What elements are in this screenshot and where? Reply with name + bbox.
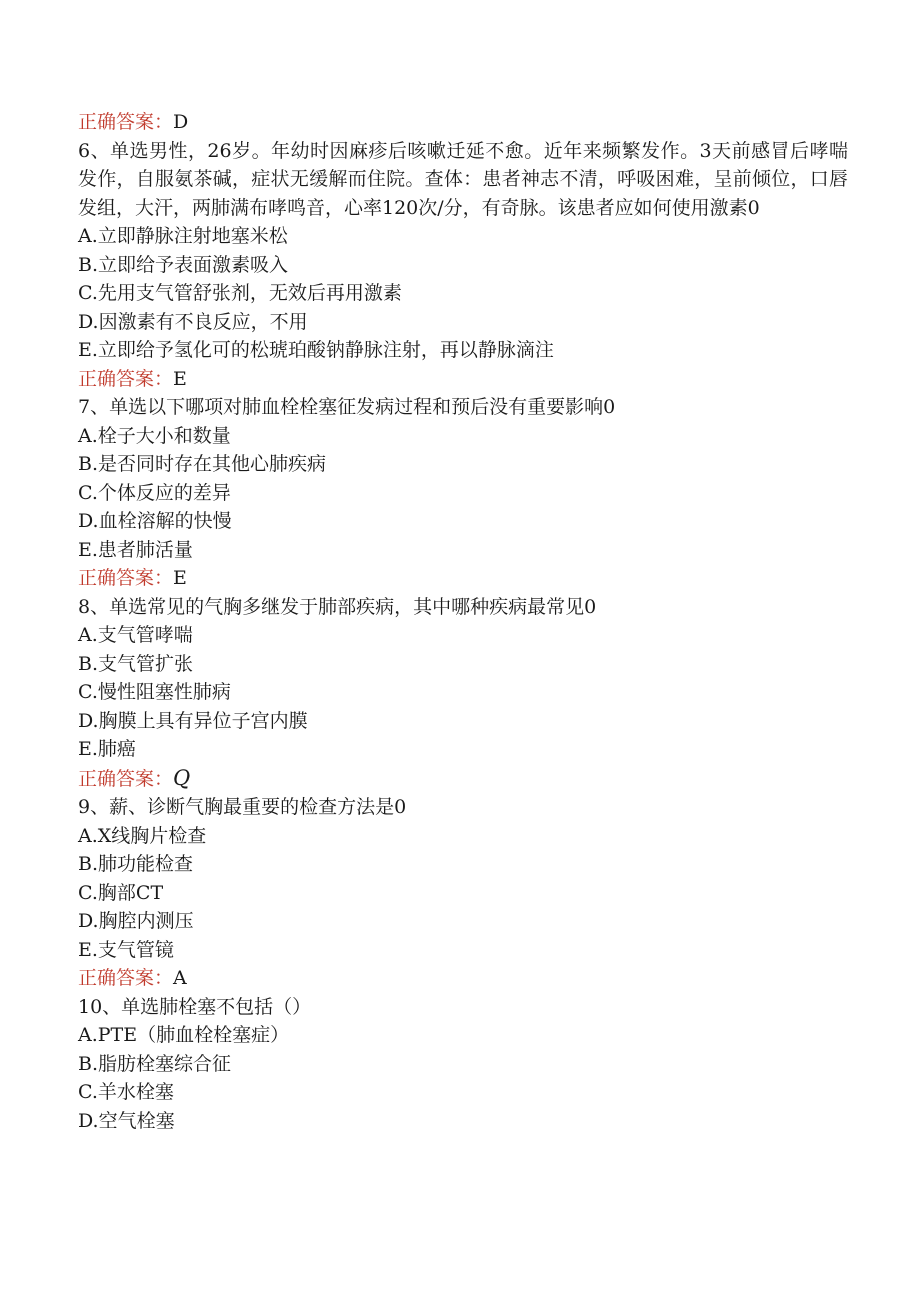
- answer-value: E: [173, 567, 187, 589]
- answer-label: 正确答案：: [78, 567, 174, 589]
- answer-option: E.支气管镜: [78, 938, 174, 961]
- question-stem: 10、单选肺栓塞不包括（）: [78, 995, 312, 1018]
- answer-value: Q: [173, 765, 191, 790]
- answer-label: 正确答案：: [78, 967, 174, 989]
- answer-value: E: [173, 367, 187, 390]
- answer-option: E.患者肺活量: [78, 538, 193, 561]
- answer-option: C.羊水栓塞: [78, 1081, 174, 1103]
- question-stem: 6、单选男性，26岁。年幼时因麻疹后咳嗽迁延不愈。近年来频繁发作。3天前感冒后哮喘发作，自服氨茶碱，症状无缓解而住院。查体：患者神志不清，呼吸困难，呈前倾位，口唇发组，大汗，两肺满布哮鸣音，心率120次/分，有奇脉。该患者应如何使用激素0: [78, 139, 848, 219]
- answer-option: A.支气管哮喘: [78, 624, 193, 646]
- answer-option: C.个体反应的差异: [78, 481, 231, 504]
- answer-option: D.胸膜上具有异位子宫内膜: [78, 709, 308, 732]
- correct-answer: [78, 365, 848, 394]
- question-stem: 8、单选常见的气胸多继发于肺部疾病，其中哪种疾病最常见0: [78, 595, 597, 618]
- answer-option: D.血栓溶解的快慢: [78, 510, 232, 532]
- answer-label: 正确答案：: [78, 111, 174, 133]
- question-list: [78, 108, 848, 1135]
- answer-option: D.因激素有不良反应，不用: [78, 310, 308, 333]
- answer-option: A.PTE（肺血栓栓塞症）: [78, 1024, 290, 1046]
- correct-answer: [78, 764, 848, 794]
- answer-option: E.肺癌: [78, 738, 136, 760]
- question-stem: 9、薪、诊断气胸最重要的检查方法是0: [78, 796, 407, 818]
- answer-label: 正确答案：: [78, 767, 174, 790]
- answer-option: B.脂肪栓塞综合征: [78, 1052, 232, 1075]
- answer-label: 正确答案：: [78, 367, 174, 390]
- answer-option: B.支气管扩张: [78, 652, 194, 675]
- answer-option: C.慢性阻塞性肺病: [78, 681, 231, 703]
- correct-answer: [78, 108, 848, 137]
- answer-option: C.胸部CT: [78, 881, 164, 904]
- answer-option: B.立即给予表面激素吸入: [78, 253, 289, 276]
- answer-option: D.空气栓塞: [78, 1109, 175, 1132]
- answer-option: A.X线胸片检查: [78, 824, 207, 847]
- answer-option: B.是否同时存在其他心肺疾病: [78, 453, 327, 475]
- answer-value: D: [173, 111, 189, 133]
- document-page: [78, 108, 848, 1135]
- answer-option: D.胸腔内测压: [78, 910, 194, 932]
- correct-answer: [78, 964, 848, 993]
- answer-option: C.先用支气管舒张剂，无效后再用激素: [78, 282, 402, 304]
- question-stem: 7、单选以下哪项对肺血栓栓塞征发病过程和预后没有重要影响0: [78, 396, 616, 418]
- answer-option: A.立即静脉注射地塞米松: [78, 225, 288, 247]
- answer-option: E.立即给予氢化可的松琥珀酸钠静脉注射，再以静脉滴注: [78, 339, 554, 361]
- answer-option: A.栓子大小和数量: [78, 424, 231, 447]
- correct-answer: [78, 564, 848, 593]
- answer-value: A: [173, 967, 187, 989]
- answer-option: B.肺功能检查: [78, 853, 194, 875]
